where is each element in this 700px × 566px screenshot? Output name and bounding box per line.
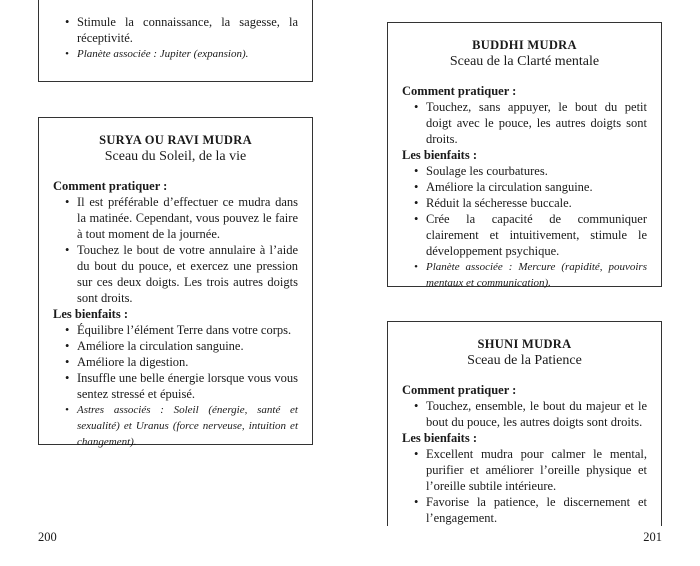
benefits-list [402,163,647,291]
shuni-mudra-box [387,321,662,526]
page-number-left: 200 [38,530,57,544]
list-item: • Touchez, ensemble, le bout du majeur et le bout du pouce, les autres doigts sont droits. [414,398,647,430]
mudra-title: SURYA OU RAVI MUDRA [99,133,252,147]
list-item: • Il est préférable d’effectuer ce mudra dans la matinée. Cependant, vous pouvez le faire à tout moment de la journée. [65,194,298,242]
benefits-list [402,446,647,526]
mudra-subtitle: Sceau de la Patience [467,353,582,368]
practice-list [402,99,647,147]
practice-list [402,398,647,430]
practice-heading: Comment pratiquer : [402,84,517,98]
buddhi-mudra-box [387,22,662,287]
list-item: • Favorise la patience, le discernement et l’engagement. [414,494,647,526]
benefits-heading: Les bienfaits : [53,307,128,321]
practice-heading: Comment pratiquer : [402,383,517,397]
list-item: • Réduit la sécheresse buccale. [414,195,647,211]
jupiter-mudra-box-continued [38,0,313,82]
mudra-subtitle: Sceau du Soleil, de la vie [104,149,247,164]
list-item: • Touchez le bout de votre annulaire à l’aide du bout du pouce, et exercez une pression sur ces deux doigts. Les trois autres doigts sont droits. [65,242,298,306]
page-number-right: 201 [643,530,662,544]
mudra-title: BUDDHI MUDRA [472,38,577,52]
surya-mudra-box [38,117,313,448]
mudra-subtitle: Sceau de la Clarté mentale [449,54,600,69]
practice-list [53,194,298,306]
list-item: • Améliore la digestion. [65,354,298,370]
list-item: • Insuffle une belle énergie lorsque vous vous sentez stressé et épuisé. [65,370,298,402]
benefits-list [53,322,298,450]
list-item-planet: • Planète associée : Mercure (rapidité, pouvoirs mentaux et communication). [414,259,647,291]
practice-heading: Comment pratiquer : [53,179,168,193]
list-item: • Équilibre l’élément Terre dans votre corps. [65,322,298,338]
list-item: • Crée la capacité de communiquer clairement et intuitivement, stimule le développement psychique. [414,211,647,259]
list-item-planet: • Planète associée : Jupiter (expansion). [65,46,298,62]
list-item: • Touchez, sans appuyer, le bout du petit doigt avec le pouce, les autres doigts sont droits. [414,99,647,147]
benefits-heading: Les bienfaits : [402,148,477,162]
list-item-planet: • Astres associés : Soleil (énergie, santé et sexualité) et Uranus (force nerveuse, intuition et changement). [65,402,298,450]
mudra-title: SHUNI MUDRA [477,337,572,351]
list-item: • Améliore la circulation sanguine. [414,179,647,195]
benefits-heading: Les bienfaits : [402,431,477,445]
list-item: • Stimule la connaissance, la sagesse, la réceptivité. [65,14,298,46]
list-item: • Soulage les courbatures. [414,163,647,179]
continued-list [53,14,298,62]
list-item: • Améliore la circulation sanguine. [65,338,298,354]
list-item: • Excellent mudra pour calmer le mental, purifier et améliorer l’oreille physique et l’oreille subtile intérieure. [414,446,647,494]
